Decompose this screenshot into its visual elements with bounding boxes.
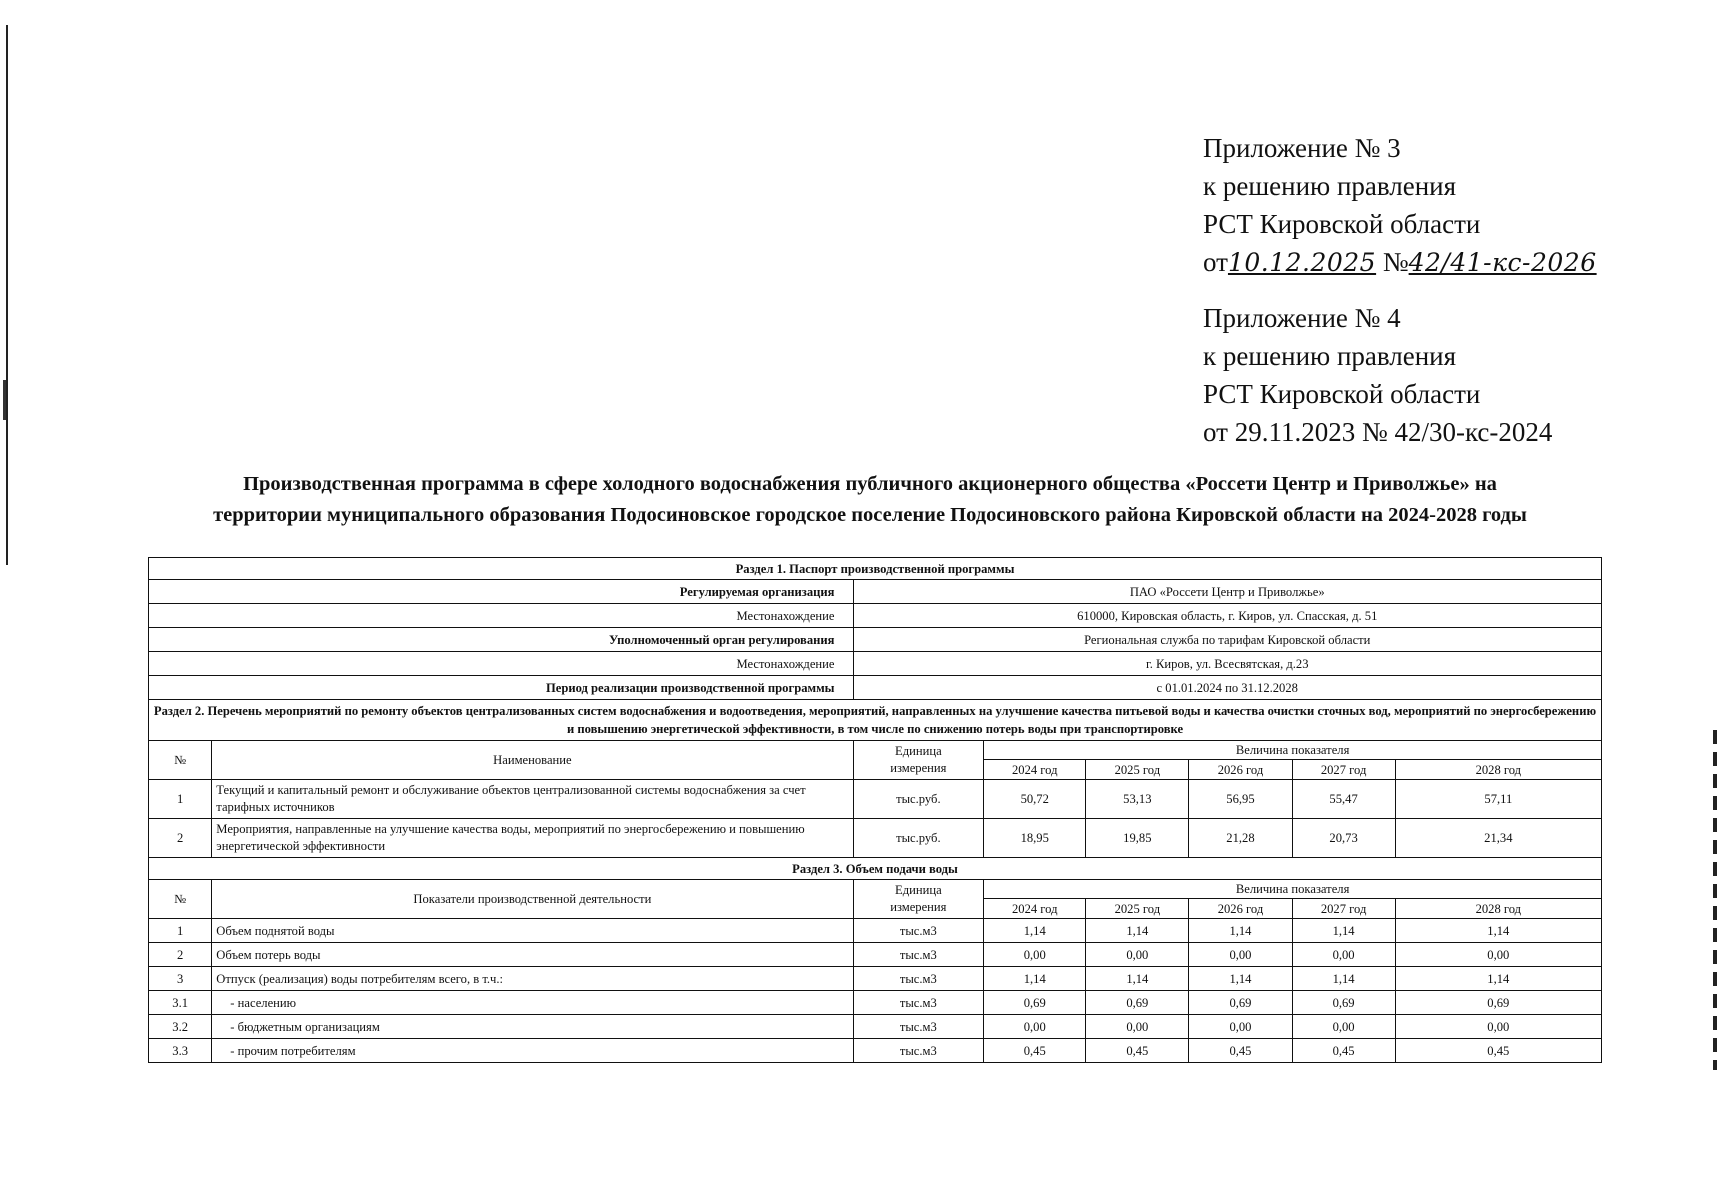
appendix-4-authority: РСТ Кировской области [1203,379,1481,409]
appendix-3-block [1203,129,1597,282]
row-value: 0,00 [1292,943,1395,967]
row-name: Отпуск (реализация) воды потребителям всего, в т.ч.: [212,967,853,991]
table-row [149,967,1602,991]
row-value: 1,14 [1189,919,1292,943]
row-value: 0,69 [984,991,1086,1015]
table-row [149,819,1602,858]
row-name: Объем поднятой воды [212,919,853,943]
row-value: 1,14 [1086,919,1189,943]
row-value: 0,00 [1189,943,1292,967]
row-name: - прочим потребителям [212,1039,853,1063]
appendix-4-decision: к решению правления [1203,341,1457,371]
row-value: 1,14 [1189,967,1292,991]
year-header: 2025 год [1086,899,1189,919]
year-header: 2027 год [1292,760,1395,780]
passport-label: Уполномоченный орган регулирования [149,628,854,652]
row-value: 56,95 [1189,780,1292,819]
passport-value: Региональная служба по тарифам Кировской области [853,628,1602,652]
column-header-number: № [149,880,212,919]
row-value: 1,14 [1086,967,1189,991]
passport-row [149,652,1602,676]
table-row [149,919,1602,943]
row-value: 0,00 [984,1015,1086,1039]
row-name: - бюджетным организациям [212,1015,853,1039]
table-row [149,1039,1602,1063]
table-row [149,780,1602,819]
row-unit: тыс.м3 [853,919,984,943]
passport-row [149,628,1602,652]
row-value: 21,28 [1189,819,1292,858]
row-number: 2 [149,943,212,967]
row-name: Мероприятия, направленные на улучшение качества воды, мероприятий по энергосбережению и повышению энергетической эффективности [212,819,853,858]
row-number: 3.3 [149,1039,212,1063]
row-value: 0,00 [1086,1015,1189,1039]
row-number: 3.2 [149,1015,212,1039]
appendix-4-block [1203,299,1552,451]
year-header: 2028 год [1395,899,1601,919]
year-header: 2026 год [1189,899,1292,919]
row-value: 19,85 [1086,819,1189,858]
row-value: 0,00 [1086,943,1189,967]
row-value: 0,00 [1395,1015,1601,1039]
column-header-name: Показатели производственной деятельности [212,880,853,919]
passport-label: Регулируемая организация [149,580,854,604]
year-header: 2026 год [1189,760,1292,780]
table-row [149,943,1602,967]
production-program-table [148,557,1602,1063]
column-header-number: № [149,741,212,780]
row-number: 1 [149,919,212,943]
row-value: 57,11 [1395,780,1601,819]
row-value: 0,00 [984,943,1086,967]
section-2-measures [149,700,1602,858]
appendix-3-number-sign: № [1382,247,1409,277]
scan-edge-mark [1713,730,1717,1070]
row-value: 0,69 [1189,991,1292,1015]
column-header-value: Величина показателя [984,880,1602,899]
appendix-3-handwritten-date: 10.12.2025 [1227,248,1377,277]
row-unit: тыс.руб. [853,780,984,819]
row-value: 50,72 [984,780,1086,819]
row-unit: тыс.м3 [853,943,984,967]
row-value: 21,34 [1395,819,1601,858]
row-unit: тыс.руб. [853,819,984,858]
row-value: 1,14 [984,967,1086,991]
row-value: 0,45 [1086,1039,1189,1063]
passport-value: 610000, Кировская область, г. Киров, ул. Спасская, д. 51 [853,604,1602,628]
row-value: 1,14 [1292,919,1395,943]
row-value: 0,00 [1395,943,1601,967]
passport-value: с 01.01.2024 по 31.12.2028 [853,676,1602,700]
passport-value: ПАО «Россети Центр и Приволжье» [853,580,1602,604]
passport-label: Период реализации производственной программы [149,676,854,700]
row-value: 0,00 [1189,1015,1292,1039]
appendix-3-from: от [1203,247,1228,277]
appendix-3-title: Приложение № 3 [1203,133,1401,163]
section-1-heading: Раздел 1. Паспорт производственной программы [149,558,1602,580]
appendix-4-title: Приложение № 4 [1203,303,1401,333]
appendix-3-decision: к решению правления [1203,171,1457,201]
column-header-value: Величина показателя [984,741,1602,760]
row-value: 1,14 [984,919,1086,943]
table-row [149,1015,1602,1039]
section-2-heading: Раздел 2. Перечень мероприятий по ремонту объектов централизованных систем водоснабжения и водоотведения, мероприятий, направленных на улучшение качества питьевой воды и качества очистки сточных вод, мероприятий по энергосбережению и повышению энергетической эффективности, в том числе по снижению потерь воды при транспортировке [149,700,1602,741]
row-value: 1,14 [1395,919,1601,943]
row-name: Объем потерь воды [212,943,853,967]
row-value: 0,69 [1086,991,1189,1015]
section-1-passport [149,558,1602,700]
passport-value: г. Киров, ул. Всесвятская, д.23 [853,652,1602,676]
document-title-line-1: Производственная программа в сфере холодного водоснабжения публичного акционерного общества «Россети Центр и Приволжье» на [243,473,1497,495]
column-header-unit: Единица измерения [853,741,984,780]
year-header: 2024 год [984,899,1086,919]
row-value: 0,69 [1395,991,1601,1015]
row-value: 18,95 [984,819,1086,858]
section-3-heading: Раздел 3. Объем подачи воды [149,858,1602,880]
row-value: 0,45 [1292,1039,1395,1063]
row-number: 3 [149,967,212,991]
row-value: 1,14 [1395,967,1601,991]
appendix-3-authority: РСТ Кировской области [1203,209,1481,239]
table-row [149,991,1602,1015]
row-value: 55,47 [1292,780,1395,819]
year-header: 2028 год [1395,760,1601,780]
appendix-4-date-number: от 29.11.2023 № 42/30-кс-2024 [1203,417,1553,447]
passport-label: Местонахождение [149,652,854,676]
year-header: 2027 год [1292,899,1395,919]
section-3-water-supply [149,858,1602,1063]
passport-row [149,580,1602,604]
passport-label: Местонахождение [149,604,854,628]
row-unit: тыс.м3 [853,991,984,1015]
row-value: 0,45 [1189,1039,1292,1063]
row-value: 20,73 [1292,819,1395,858]
row-value: 0,00 [1292,1015,1395,1039]
row-value: 0,45 [1395,1039,1601,1063]
row-unit: тыс.м3 [853,1039,984,1063]
appendix-3-handwritten-number: 42/41-кс-2026 [1408,248,1597,277]
document-title-line-2: территории муниципального образования Подосиновское городское поселение Подосиновского района Кировской области на 2024-2028 годы [213,504,1527,526]
row-unit: тыс.м3 [853,1015,984,1039]
row-name: Текущий и капитальный ремонт и обслуживание объектов централизованной системы водоснабжения за счет тарифных источников [212,780,853,819]
row-number: 2 [149,819,212,858]
appendix-3-date-line [1203,243,1597,282]
column-header-name: Наименование [212,741,853,780]
column-header-unit: Единица измерения [853,880,984,919]
year-header: 2025 год [1086,760,1189,780]
row-value: 53,13 [1086,780,1189,819]
row-number: 1 [149,780,212,819]
row-unit: тыс.м3 [853,967,984,991]
passport-row [149,604,1602,628]
row-value: 0,45 [984,1039,1086,1063]
row-value: 0,69 [1292,991,1395,1015]
passport-row [149,676,1602,700]
document-title [130,469,1610,531]
scan-edge-mark [3,380,6,420]
year-header: 2024 год [984,760,1086,780]
scan-edge-mark [6,25,8,565]
row-name: - населению [212,991,853,1015]
row-value: 1,14 [1292,967,1395,991]
row-number: 3.1 [149,991,212,1015]
